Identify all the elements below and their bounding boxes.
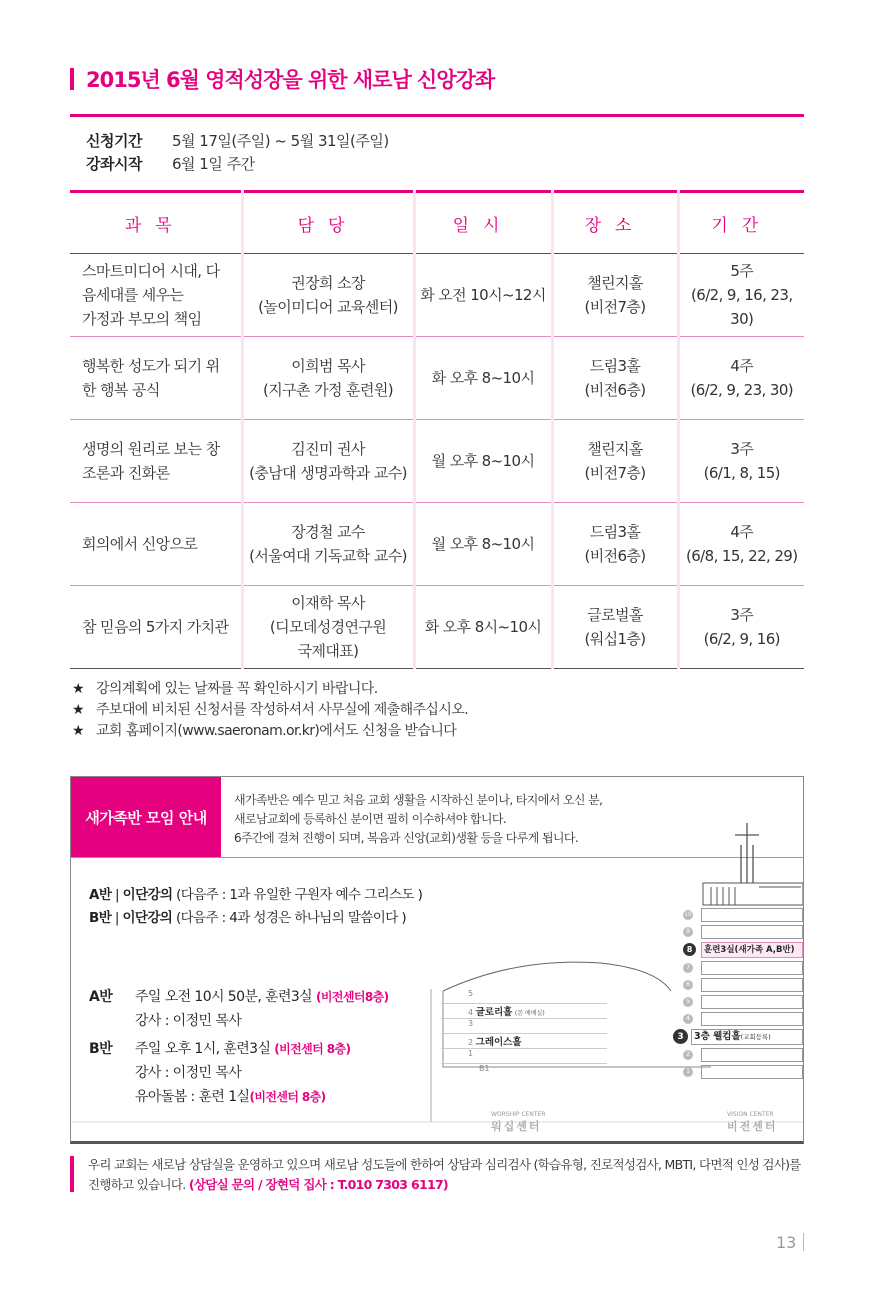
vision-center-floors [677,906,803,1080]
floor-badge: 5 [683,997,693,1007]
vision-floor [683,1046,803,1063]
cell-subject: 참 믿음의 5가지 가치관 [70,586,242,669]
room-sub: (본 예배실) [514,1010,545,1017]
schedule-place: (비전센터8층) [315,990,389,1004]
floor-number: 4 [468,1008,474,1017]
star-icon: ★ [72,702,84,718]
note-item [72,721,468,742]
vision-floor [683,906,803,923]
schedule-place: (비전센터 8층) [274,1042,351,1056]
floor-badge: 6 [683,980,693,990]
welcome-hall-label [691,1029,803,1045]
worship-center-ko: 워십센터 [491,1120,542,1133]
table-row [70,337,804,420]
meta-start-week [86,153,255,174]
note-text: 교회 홈페이지(www.saeronam.or.kr)에서도 신청을 받습니다 [96,723,457,739]
class-topic-detail: (다음주 : 4과 성경은 하나님의 말씀이다 ) [175,910,406,926]
schedule-time: 주일 오전 10시 50분, 훈련3실 [135,989,313,1005]
nursery-text: 유아돌봄 : 훈련 1실 [135,1089,250,1105]
cell-subject: 회의에서 신앙으로 [70,503,242,586]
class-label: A반 [89,887,112,903]
welcome-hall-sub: (교회등록) [740,1032,771,1041]
worship-floor [441,1019,607,1034]
cell-period: 5주 (6/2, 9, 16, 23, 30) [678,254,804,337]
cell-place: 글로벌홀 (워십1층) [552,586,678,669]
floor-badge: 1 [683,1067,693,1077]
floor-badge: 2 [683,1050,693,1060]
new-family-tag: 새가족반 모임 안내 [71,777,221,857]
worship-floor [441,1064,607,1078]
col-header-subject: 과목 [70,192,242,254]
schedule-time: 주일 오후 1시, 훈련3실 [135,1041,271,1057]
floor-badge: 3 [673,1029,688,1044]
counseling-contact: (상담실 문의 / 장현덕 집사 : T.010 7303 6117) [188,1177,448,1192]
separator: | [115,887,123,903]
cell-subject: 생명의 원리로 보는 창 조론과 진화론 [70,420,242,503]
worship-floor [441,1004,607,1019]
table-row [70,586,804,669]
col-header-place: 장소 [552,192,678,254]
training-room-label: 훈련3실(새가족 A,B반) [701,942,803,958]
title-accent-bar [70,68,74,90]
cell-lecturer: 이재학 목사 (디모데성경연구원 국제대표) [242,586,414,669]
worship-floor [441,1049,607,1064]
teacher-text: 강사 : 이정민 목사 [135,1065,242,1081]
class-label: B반 [89,910,112,926]
floor-badge: 10 [684,911,692,918]
cell-time: 화 오후 8시~10시 [414,586,552,669]
new-family-box [70,776,804,1144]
worship-center-en: WORSHIP CENTER [491,1111,546,1118]
cell-lecturer: 권장희 소장 (놀이미디어 교육센터) [242,254,414,337]
room-name: 글로리홀 [475,1007,513,1018]
page-number-divider [803,1233,804,1251]
cell-time: 화 오전 10시~12시 [414,254,552,337]
lecture-table [70,190,804,669]
cell-subject: 행복한 성도가 되기 위 한 행복 공식 [70,337,242,420]
floor-number: 5 [468,989,474,998]
cell-lecturer: 김진미 권사 (충남대 생명과학과 교수) [242,420,414,503]
class-topic-detail: (다음주 : 1과 유일한 구원자 예수 그리스도 ) [176,887,423,903]
cell-period: 3주 (6/2, 9, 16) [678,586,804,669]
floor-number: 3 [468,1019,474,1028]
star-icon: ★ [72,681,84,697]
nursery-place: (비전센터 8층) [249,1090,326,1104]
church-cross-icon [735,823,759,883]
floor-badge: 4 [683,1014,693,1024]
cell-place: 드림3홀 (비전6층) [552,503,678,586]
vision-center-en: VISION CENTER [727,1111,774,1118]
floor-badge: 9 [683,927,693,937]
vision-floor [683,976,803,993]
col-header-period: 기간 [678,192,804,254]
description-line: 새로남교회에 등록하신 분이면 필히 이수하셔야 합니다. [234,812,507,826]
welcome-hall-name: 3층 웰컴홀 [694,1030,741,1042]
cell-lecturer: 이희범 목사 (지구촌 가정 훈련원) [242,337,414,420]
floor-badge: 8 [683,943,696,956]
worship-floor [441,989,607,1004]
cell-time: 월 오후 8~10시 [414,420,552,503]
floor-number: 2 [468,1038,474,1047]
floor-badge: 7 [683,963,693,973]
cell-period: 4주 (6/8, 15, 22, 29) [678,503,804,586]
description-line: 6주간에 걸쳐 진행이 되며, 복음과 신앙(교회)생활 등을 다루게 됩니다. [234,831,579,845]
cell-time: 월 오후 8~10시 [414,503,552,586]
cell-time: 화 오후 8~10시 [414,337,552,420]
table-row [70,420,804,503]
note-item [72,679,468,700]
page-number: 13 [776,1233,797,1252]
table-header-row [70,192,804,254]
title-divider [70,114,804,117]
cell-place: 드림3홀 (비전6층) [552,337,678,420]
floor-number: 1 [468,1049,474,1058]
cell-period: 4주 (6/2, 9, 23, 30) [678,337,804,420]
cell-place: 챌린지홀 (비전7층) [552,254,678,337]
class-topic-name: 이단강의 [122,887,173,903]
meta-value: 5월 17일(주일) ~ 5월 31일(주일) [172,132,389,150]
vision-floor [683,959,803,976]
schedule-label: A반 [89,989,113,1005]
vision-floor [683,1063,803,1080]
counseling-note [88,1155,808,1195]
meta-key: 신청기간 [86,132,142,150]
vision-floor [683,923,803,940]
cell-period: 3주 (6/1, 8, 15) [678,420,804,503]
table-row [70,503,804,586]
separator: | [114,910,123,926]
worship-center-floors [441,989,607,1078]
star-icon: ★ [72,723,84,739]
col-header-time: 일시 [414,192,552,254]
cell-place: 챌린지홀 (비전7층) [552,420,678,503]
vision-floor [683,993,803,1010]
page-title: 2015년 6월 영적성장을 위한 새로남 신앙강좌 [86,68,495,92]
vision-floor-8 [683,940,803,959]
teacher-text: 강사 : 이정민 목사 [135,1013,242,1029]
description-line: 새가족반은 예수 믿고 처음 교회 생활을 시작하신 분이나, 타지에서 오신 분, [234,793,603,807]
counseling-text: 우리 교회는 새로남 상담실을 운영하고 있으며 새로남 성도들에 한하여 상담과 심리검사 (학습유형, 진로적성검사, MBTI, 다면적 인성 검사)를 진행하고 있습니다. [88,1157,801,1192]
meta-apply-period [86,130,389,151]
notes-list [72,679,468,742]
schedule-label: B반 [89,1041,112,1057]
worship-floor [441,1034,607,1049]
note-text: 주보대에 비치된 신청서를 작성하셔서 사무실에 제출해주십시오. [96,702,469,718]
room-name: 그레이스홀 [475,1037,522,1048]
meta-key: 강좌시작 [86,155,142,173]
vision-center-ko: 비전센터 [727,1120,778,1133]
cell-lecturer: 장경철 교수 (서울여대 기독교학 교수) [242,503,414,586]
vision-floor-3 [673,1027,803,1046]
floor-number: B1 [479,1064,490,1073]
note-item [72,700,468,721]
vision-floor [683,1010,803,1027]
footer-accent-bar [70,1156,74,1192]
note-text: 강의계획에 있는 날짜를 꼭 확인하시기 바랍니다. [96,681,378,697]
class-topic-name: 이단강의 [122,910,173,926]
col-header-lecturer: 담당 [242,192,414,254]
meta-value: 6월 1일 주간 [172,155,255,173]
cell-subject: 스마트미디어 시대, 다 음세대를 세우는 가정과 부모의 책임 [70,254,242,337]
table-row [70,254,804,337]
